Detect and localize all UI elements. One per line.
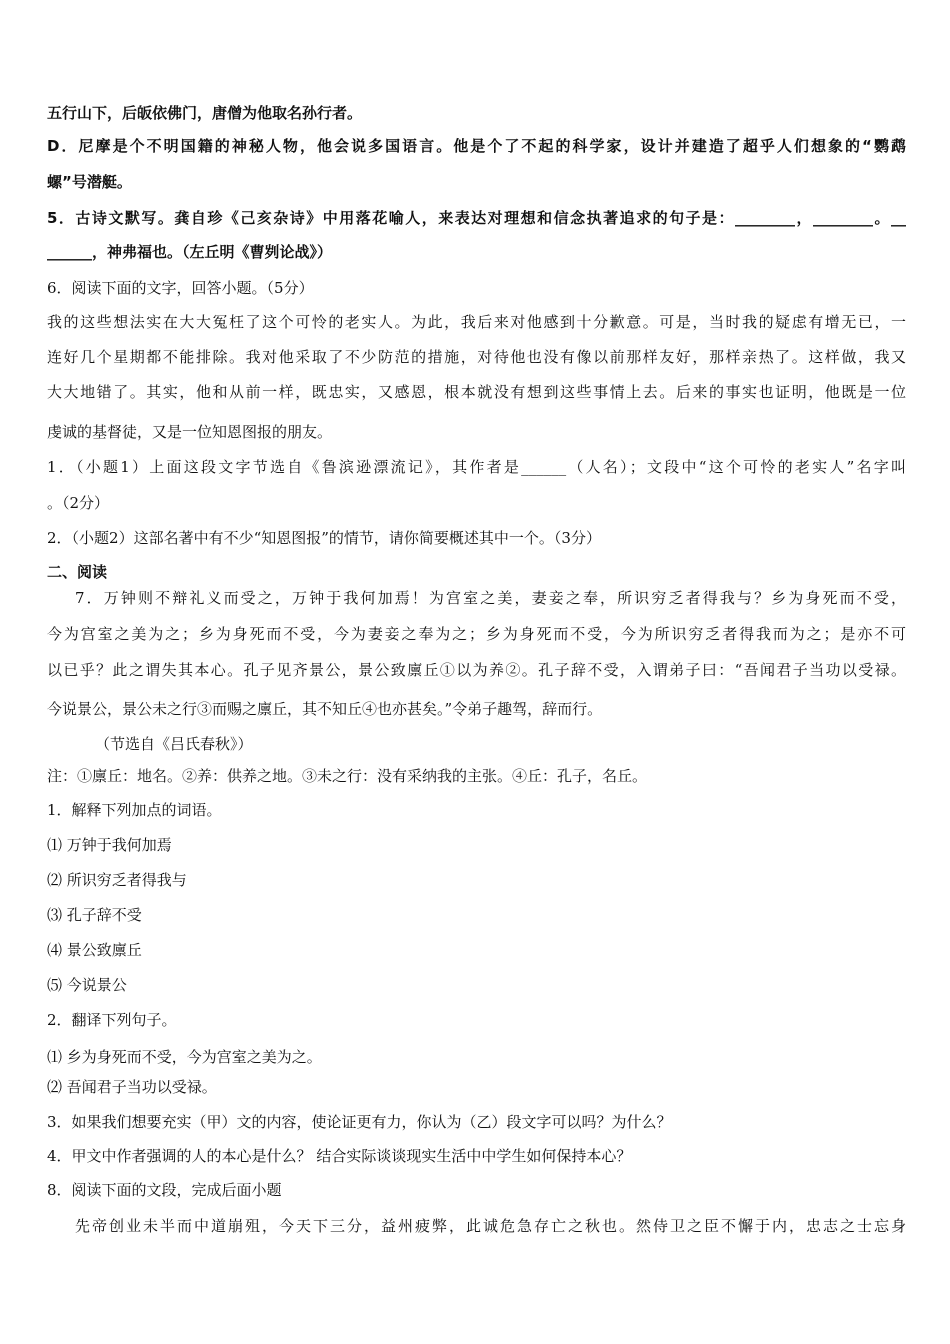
text-line: 螺”号潜艇。 [47, 173, 132, 191]
text-line: 大大地错了。其实，他和从前一样，既忠实，又感恩，根本就没有想到这些事情上去。后来的事实也证明，他既是一位 [47, 383, 906, 401]
text-line: 先帝创业未半而中道崩殂，今天下三分，益州疲弊，此诚危急存亡之秋也。然侍卫之臣不懈于内，忠志之士忘身 [75, 1217, 906, 1235]
text-line: 以已乎？此之谓失其本心。孔子见齐景公，景公致廪丘①以为养②。孔子辞不受，入谓弟子曰：“吾闻君子当功以受禄。 [47, 661, 906, 679]
text-line: 4．甲文中作者强调的人的本心是什么？ 结合实际谈谈现实生活中中学生如何保持本心？ [47, 1147, 632, 1165]
text-line: 连好几个星期都不能排除。我对他采取了不少防范的措施，对待他也没有像以前那样友好，那样亲热了。这样做，我又 [47, 348, 906, 366]
text-line: 。（2分） [47, 494, 110, 512]
text-line: ⑴ 乡为身死而不受，今为宫室之美为之。 [47, 1048, 322, 1066]
text-line: ______，神弗福也。（左丘明《曹刿论战》） [47, 243, 333, 261]
text-line: ⑶ 孔子辞不受 [47, 906, 142, 924]
text-line: 2．翻译下列句子。 [47, 1011, 177, 1029]
text-line: 1．解释下列加点的词语。 [47, 801, 222, 819]
text-line: 注：①廪丘：地名。②养：供养之地。③未之行：没有采纳我的主张。④丘：孔子，名丘。 [47, 767, 648, 785]
text-line: 今为宫室之美为之；乡为身死而不受，今为妻妾之奉为之；乡为身死而不受，今为所识穷乏者得我而为之；是亦不可 [47, 625, 906, 643]
text-line: ⑷ 景公致廪丘 [47, 941, 142, 959]
text-line: 五行山下，后皈依佛门，唐僧为他取名孙行者。 [47, 104, 363, 122]
text-line: 6．阅读下面的文字，回答小题。（5分） [47, 279, 314, 297]
text-line: 7．万钟则不辩礼义而受之，万钟于我何加焉！为宫室之美，妻妾之奉，所识穷乏者得我与？乡为身死而不受， [75, 589, 906, 607]
text-line: 我的这些想法实在大大冤枉了这个可怜的老实人。为此，我后来对他感到十分歉意。可是，当时我的疑虑有增无已，一 [47, 313, 906, 331]
text-line: ⑸ 今说景公 [47, 976, 127, 994]
text-line: 2．（小题2）这部名著中有不少“知恩图报”的情节，请你简要概述其中一个。（3分） [47, 529, 601, 547]
text-line: 1．（小题1）上面这段文字节选自《鲁滨逊漂流记》，其作者是______（人名）；文段中“这个可怜的老实人”名字叫 [47, 458, 906, 476]
text-line: （节选自《吕氏春秋》） [95, 735, 253, 753]
text-line: ⑵ 吾闻君子当功以受禄。 [47, 1078, 217, 1096]
text-line: 今说景公，景公未之行③而赐之廪丘，其不知丘④也亦甚矣。”令弟子趣驾，辞而行。 [47, 700, 603, 718]
text-line: ⑵ 所识穷乏者得我与 [47, 871, 187, 889]
text-line: 二、阅读 [47, 563, 108, 581]
text-line: D．尼摩是个不明国籍的神秘人物，他会说多国语言。他是个了不起的科学家，设计并建造了超乎人们想象的“鹦鹉 [47, 137, 906, 155]
text-line: 3．如果我们想要充实（甲）文的内容，使论证更有力，你认为（乙）段文字可以吗？为什么？ [47, 1113, 672, 1131]
text-line: 8．阅读下面的文段，完成后面小题 [47, 1181, 282, 1199]
text-line: 5．古诗文默写。龚自珍《己亥杂诗》中用落花喻人，来表达对理想和信念执著追求的句子是：________，________。__ [47, 209, 906, 227]
text-line: ⑴ 万钟于我何加焉 [47, 836, 172, 854]
text-line: 虔诚的基督徒，又是一位知恩图报的朋友。 [47, 423, 333, 441]
